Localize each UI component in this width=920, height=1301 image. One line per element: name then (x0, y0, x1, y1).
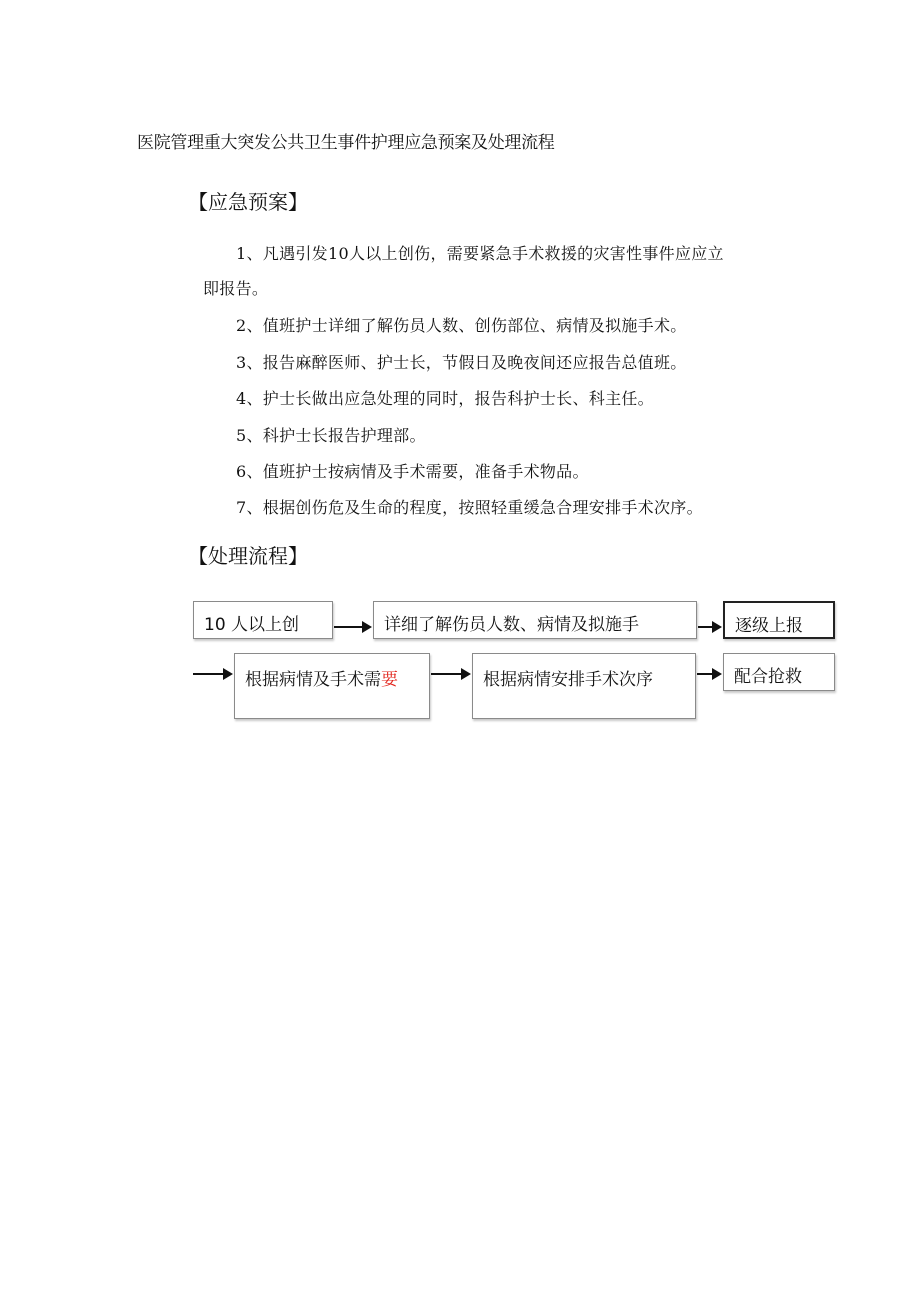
section-heading-emergency-plan: 【应急预案】 (188, 190, 308, 214)
section-heading-process-flow: 【处理流程】 (188, 544, 308, 568)
flow-step-assist-rescue (723, 653, 835, 691)
plan-item-5: 5、科护士长报告护理部。 (236, 426, 426, 445)
plan-item-7: 7、根据创伤危及生命的程度，按照轻重缓急合理安排手术次序。 (236, 498, 703, 517)
plan-item-3: 3、报告麻醉医师、护士长，节假日及晚夜间还应报告总值班。 (236, 353, 687, 372)
flow-step-label-accent: 要 (381, 670, 398, 690)
plan-item-2: 2、值班护士详细了解伤员人数、创伤部位、病情及拟施手术。 (236, 316, 687, 335)
flow-step-label: 配合抢救 (734, 667, 802, 687)
flow-step-schedule-surgery (472, 653, 696, 719)
plan-item-1-continued: 即报告。 (203, 279, 269, 298)
flow-arrow-continue (193, 667, 233, 681)
flow-arrow-2 (698, 620, 722, 634)
flow-step-label: 详细了解伤员人数、病情及拟施手 (384, 615, 639, 635)
flow-step-10-people (193, 601, 333, 639)
flow-step-report-up (723, 601, 835, 639)
flow-arrow-3 (431, 667, 471, 681)
flow-arrow-4 (697, 667, 722, 681)
plan-item-4: 4、护士长做出应急处理的同时，报告科护士长、科主任。 (236, 389, 654, 408)
flow-step-label: 根据病情安排手术次序 (483, 670, 653, 690)
flow-step-prepare-by-condition (234, 653, 430, 719)
flow-step-label: 10 人以上创 (204, 615, 300, 635)
flow-step-label: 根据病情及手术需要 (245, 670, 398, 690)
document-title: 医院管理重大突发公共卫生事件护理应急预案及处理流程 (137, 133, 555, 153)
flow-step-detail-info (373, 601, 697, 639)
plan-item-1: 1、凡遇引发10人以上创伤，需要紧急手术救援的灾害性事件应应立 (236, 244, 724, 263)
flow-arrow-1 (334, 620, 372, 634)
plan-item-6: 6、值班护士按病情及手术需要，准备手术物品。 (236, 462, 589, 481)
flow-step-label: 逐级上报 (735, 616, 803, 636)
